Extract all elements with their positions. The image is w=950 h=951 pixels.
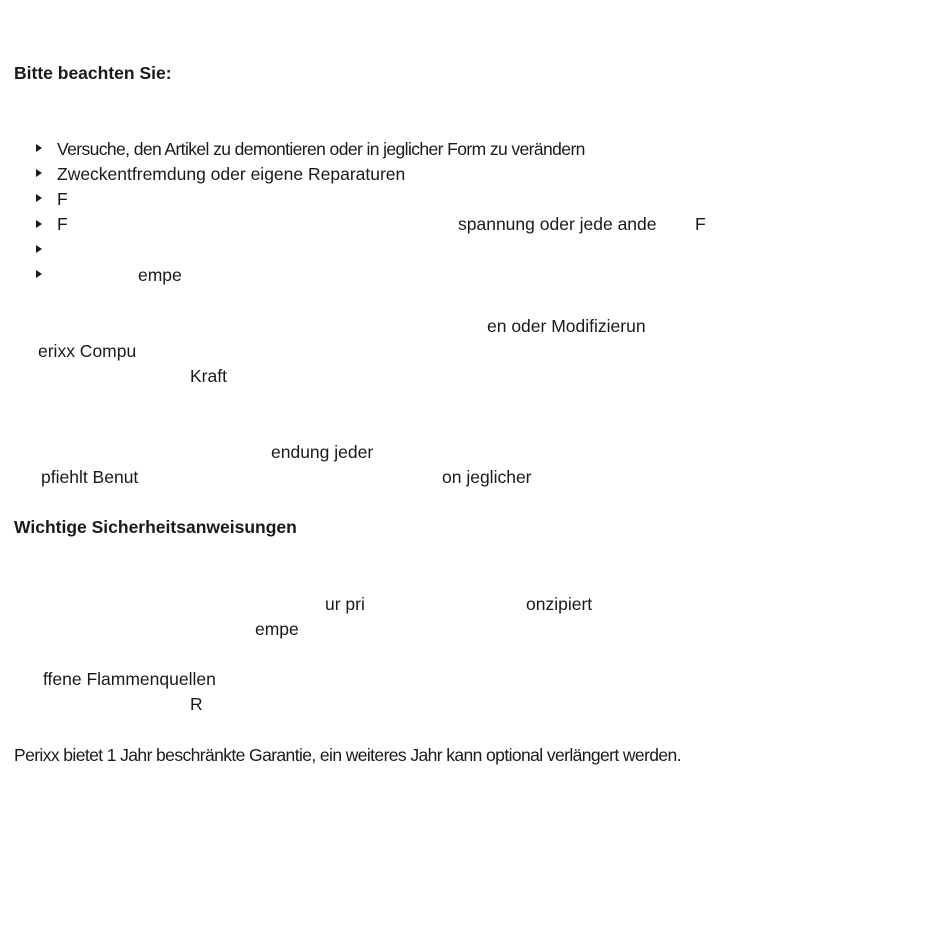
text-fragment: onzipiert bbox=[526, 594, 593, 614]
triangle-bullet-icon bbox=[36, 194, 42, 202]
text-fragment: ffene Flammenquellen bbox=[43, 669, 216, 689]
text-fragment: on jeglicher bbox=[442, 467, 532, 487]
list-item-text: F bbox=[57, 214, 68, 234]
triangle-bullet-icon bbox=[36, 144, 42, 152]
triangle-bullet-icon bbox=[36, 245, 42, 253]
list-item-fragment: spannung oder jede ande bbox=[458, 214, 657, 234]
triangle-bullet-icon bbox=[36, 169, 42, 177]
list-item-fragment: F bbox=[695, 214, 706, 234]
safety-heading: Wichtige Sicherheitsanweisungen bbox=[14, 517, 297, 537]
text-fragment: R bbox=[190, 694, 203, 714]
list-item-text: Versuche, den Artikel zu demontieren oder in jeglicher Form zu verändern bbox=[57, 139, 585, 159]
list-item-text: Zweckentfremdung oder eigene Reparaturen bbox=[57, 164, 406, 184]
text-fragment: ur pri bbox=[325, 594, 365, 614]
triangle-bullet-icon bbox=[36, 270, 42, 278]
text-fragment: en oder Modifizierun bbox=[487, 316, 646, 336]
text-fragment: Kraft bbox=[190, 366, 227, 386]
text-fragment: pfiehlt Benut bbox=[41, 467, 139, 487]
triangle-bullet-icon bbox=[36, 220, 42, 228]
text-fragment: empe bbox=[255, 619, 299, 639]
notice-heading: Bitte beachten Sie: bbox=[14, 63, 172, 83]
text-fragment: erixx Compu bbox=[38, 341, 137, 361]
list-item-text: empe bbox=[138, 265, 182, 285]
text-fragment: endung jeder bbox=[271, 442, 374, 462]
list-item-text: F bbox=[57, 189, 68, 209]
warranty-text: Perixx bietet 1 Jahr beschränkte Garantie, ein weiteres Jahr kann optional verlängert werden. bbox=[14, 745, 681, 765]
